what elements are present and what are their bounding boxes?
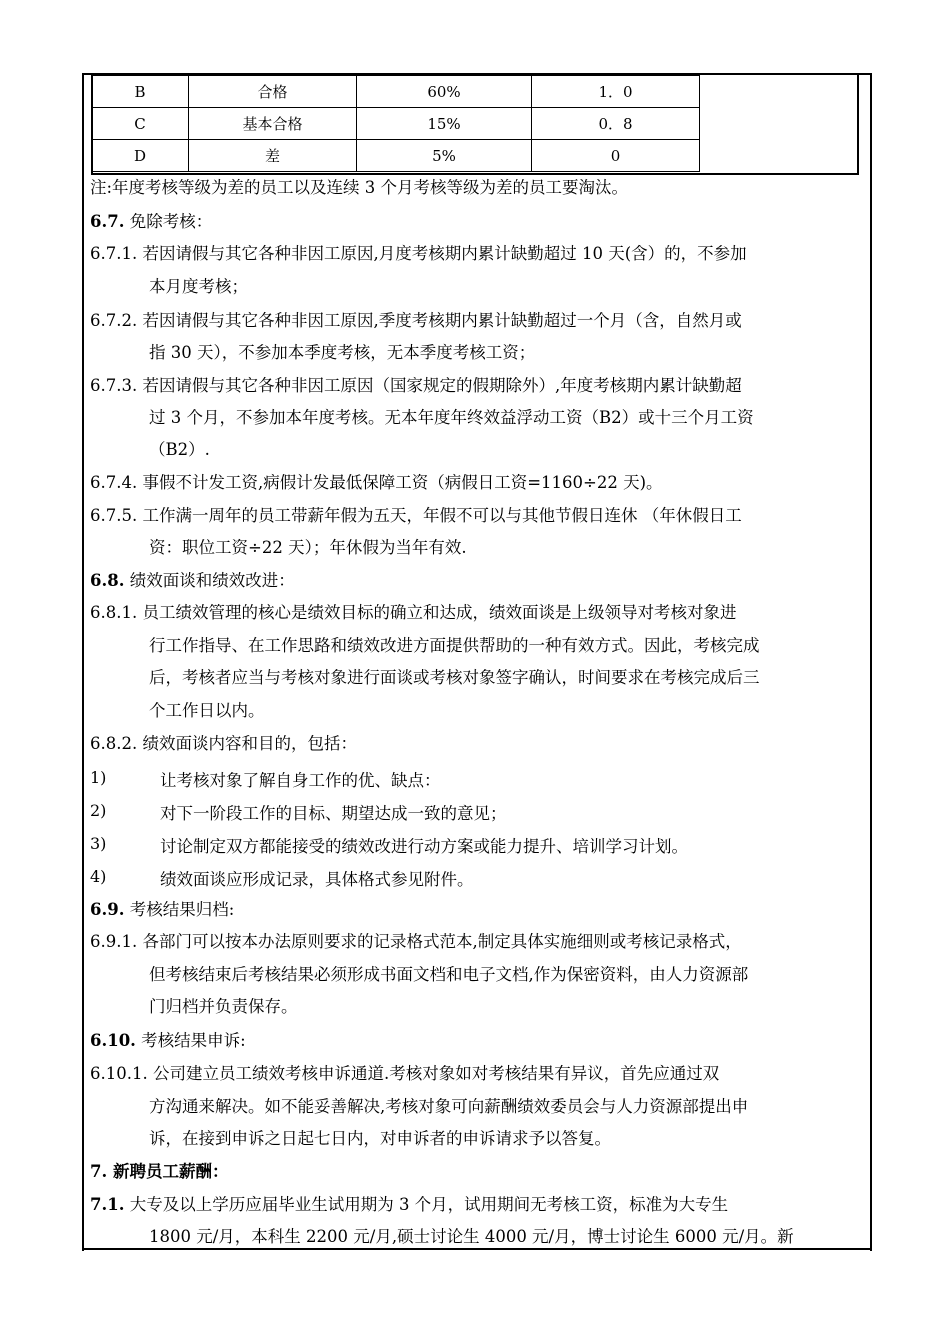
paragraph-6-9-1-cont2: 门归档并负责保存。 (149, 997, 298, 1016)
bottom-rule (82, 1248, 870, 1250)
paragraph-6-7-1-cont: 本月度考核； (149, 277, 248, 296)
paragraph-6-8-2: 6.8.2. 绩效面谈内容和目的，包括： (90, 734, 357, 753)
heading-text: 免除考核： (124, 212, 213, 231)
list-text: 讨论制定双方都能接受的绩效改进行动方案或能力提升、培训学习计划。 (160, 837, 688, 856)
ratio-cell: 5% (357, 140, 532, 172)
heading-text: 考核结果申诉: (135, 1031, 246, 1050)
paragraph-6-7-5: 6.7.5. 工作满一周年的员工带薪年假为五天，年假不可以与其他节假日连休 （年休假日工 (90, 506, 742, 525)
list-text: 对下一阶段工作的目标、期望达成一致的意见； (160, 804, 507, 823)
paragraph-6-7-3-cont: 过 3 个月，不参加本年度考核。无本年度年终效益浮动工资（B2）或十三个月工资 (149, 408, 754, 427)
paragraph-text: 大专及以上学历应届毕业生试用期为 3 个月，试用期间无考核工资，标准为大专生 (124, 1195, 729, 1214)
paragraph-6-7-4: 6.7.4. 事假不计发工资,病假计发最低保障工资（病假日工资=1160÷22 天)。 (90, 473, 663, 492)
coef-cell: 0．8 (532, 108, 700, 140)
paragraph-7-1 (90, 1194, 728, 1216)
list-text: 让考核对象了解自身工作的优、缺点： (160, 771, 441, 790)
grade-label-cell: 基本合格 (189, 108, 357, 140)
paragraph-6-7-2: 6.7.2. 若因请假与其它各种非因工原因,季度考核期内累计缺勤超过一个月（含，自然月或 (90, 311, 742, 330)
heading-number: 6.7. (90, 212, 125, 231)
grade-table (91, 75, 855, 172)
blank-cell (700, 76, 856, 172)
paragraph-6-9-1: 6.9.1. 各部门可以按本办法原则要求的记录格式范本,制定具体实施细则或考核记录格式， (90, 932, 742, 951)
grade-cell: B (92, 76, 189, 108)
coef-cell: 0 (532, 140, 700, 172)
ratio-cell: 60% (357, 76, 532, 108)
table-row (92, 76, 856, 108)
paragraph-6-7-2-cont: 指 30 天），不参加本季度考核，无本季度考核工资； (149, 343, 536, 362)
paragraph-6-7-1: 6.7.1. 若因请假与其它各种非因工原因,月度考核期内累计缺勤超过 10 天(含）的，不参加 (90, 244, 747, 263)
grade-cell: D (92, 140, 189, 172)
heading-6-10 (90, 1030, 246, 1052)
paragraph-6-9-1-cont: 但考核结束后考核结果必须形成书面文档和电子文档,作为保密资料，由人力资源部 (149, 965, 749, 984)
grade-label-cell: 合格 (189, 76, 357, 108)
heading-text: 考核结果归档: (124, 900, 235, 919)
list-text: 绩效面谈应形成记录，具体格式参见附件。 (160, 870, 474, 889)
grade-cell: C (92, 108, 189, 140)
coef-cell: 1．0 (532, 76, 700, 108)
heading-number: 6.10. (90, 1031, 136, 1050)
heading-number: 7.1. (90, 1195, 125, 1214)
list-number: 1) (90, 768, 107, 787)
heading-6-9 (90, 899, 234, 921)
heading-text: 绩效面谈和绩效改进： (124, 571, 295, 590)
paragraph-6-8-1-cont: 行工作指导、在工作思路和绩效改进方面提供帮助的一种有效方式。因此，考核完成 (149, 636, 760, 655)
heading-number: 6.9. (90, 900, 125, 919)
paragraph-7-1-cont: 1800 元/月，本科生 2200 元/月,硕士讨论生 4000 元/月，博士讨论生 6000 元/月。新 (149, 1227, 794, 1246)
heading-7: 7. 新聘员工薪酬： (90, 1162, 229, 1181)
paragraph-6-7-3-cont2: （B2）. (149, 440, 210, 459)
ratio-cell: 15% (357, 108, 532, 140)
heading-6-8 (90, 570, 295, 592)
list-number: 2) (90, 801, 107, 820)
list-number: 4) (90, 867, 107, 886)
paragraph-6-10-1: 6.10.1. 公司建立员工绩效考核申诉通道.考核对象如对考核结果有异议，首先应通过双 (90, 1064, 720, 1083)
list-number: 3) (90, 834, 107, 853)
paragraph-6-7-3: 6.7.3. 若因请假与其它各种非因工原因（国家规定的假期除外）,年度考核期内累计缺勤超 (90, 376, 742, 395)
grade-label-cell: 差 (189, 140, 357, 172)
paragraph-6-7-5-cont: 资：职位工资÷22 天）；年休假为当年有效. (149, 538, 467, 557)
paragraph-6-10-1-cont2: 诉，在接到申诉之日起七日内，对申诉者的申诉请求予以答复。 (149, 1129, 611, 1148)
heading-6-7 (90, 211, 212, 233)
paragraph-6-8-1-cont3: 个工作日以内。 (149, 701, 265, 720)
heading-number: 6.8. (90, 571, 125, 590)
paragraph-6-10-1-cont: 方沟通来解决。如不能妥善解决,考核对象可向薪酬绩效委员会与人力资源部提出申 (149, 1097, 749, 1116)
paragraph-6-8-1: 6.8.1. 员工绩效管理的核心是绩效目标的确立和达成，绩效面谈是上级领导对考核对象进 (90, 603, 737, 622)
note-line: 注:年度考核等级为差的员工以及连续 3 个月考核等级为差的员工要淘汰。 (90, 178, 629, 197)
paragraph-6-8-1-cont2: 后，考核者应当与考核对象进行面谈或考核对象签字确认，时间要求在考核完成后三 (149, 668, 760, 687)
